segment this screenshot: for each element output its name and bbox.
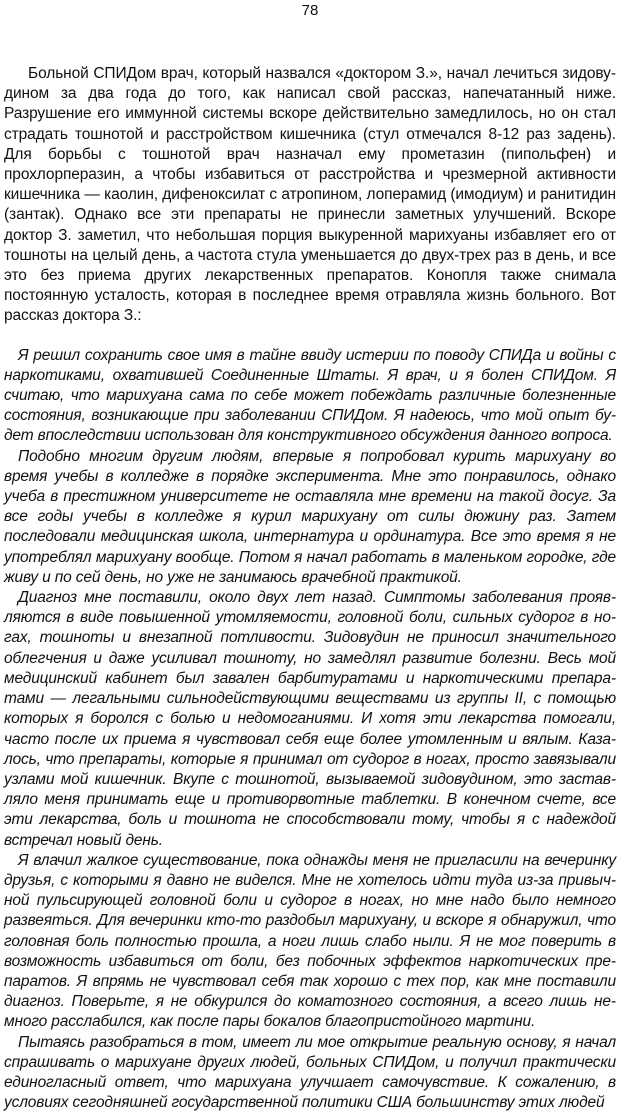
doctor-story bbox=[4, 346, 616, 1113]
page-number: 78 bbox=[301, 2, 319, 19]
intro-paragraph: Больной СПИДом врач, который назвался «доктором З.», начал лечиться зидовудином за два года до того, как написал свой рассказ, напечатанный ниже. Разрушение его иммунной системы вскоре действительно замедлилось, но он стал страдать тошнотой и расстройством кишечника (стул отмечался 8-12 раз задень). Для борьбы с тошнотой врач назначал ему прометазин (пипольфен) и прохлорперазин, а чтобы избавиться от расстройства и чрезмерной активности кишечника — каолин, дифеноксилат с атропином, лоперамид (имодиум) и ранитидин (зантак). Однако все эти препараты не принесли заметных улучшений. Вскоре доктор З. заметил, что небольшая порция выкуренной марихуаны избавляет его от тошноты на целый день, а частота стула уменьшается до двух-трех раз в день, и все это без приема других лекарственных препаратов. Конопля также снимала постоянную усталость, которая в последнее время отравляла жизнь больного. Вот рассказ доктора З.: bbox=[4, 65, 616, 325]
story-paragraph-1: Я решил сохранить свое имя в тайне ввиду истерии по поводу СПИДа и войны с наркотиками, охватившей Соединенные Штаты. Я врач, и я болен СПИДом. Я считаю, что марихуана сама по себе может побеждать различные болезненные состояния, возникающие при заболевании СПИДом. Я надеюсь, что мой опыт будет впоследствии использован для конструктивного обсуждения данного вопроса. bbox=[4, 346, 616, 445]
story-paragraph-4: Я влачил жалкое существование, пока однажды меня не пригласили на вечеринку друзья, с которыми я давно не виделся. Мне не хотелось идти туда из-за привычной пульсирующей головной боли и судорог в ногах, но мне надо было немного развеяться. Для вечеринки кто-то раздобыл марихуану, и вскоре я обнаружил, что головная боль полностью прошла, а ноги лишь слабо ныли. Я не мог поверить в возможность избавиться от боли, без побочных эффектов наркотических препаратов. Я впрямь не чувствовал себя так хорошо с тех пор, как мне поставили диагноз. Поверьте, я не обкурился до коматозного состояния, а всего лишь немного расслабился, как после пары бокалов благопристойного мартини. bbox=[4, 851, 616, 1031]
story-paragraph-3: Диагноз мне поставили, около двух лет назад. Симптомы заболевания проявляются в виде повышенной утомляемости, головной боли, сильных судорог в ногах, тошноты и внезапной потливости. Зидовудин не приносил значительного облегчения и даже усиливал тошноту, но замедлял развитие болезни. Весь мой медицинский кабинет был завален барбитуратами и наркотическими препаратами — легальными сильнодействующими веществами из группы II, с помощью которых я боролся с болью и недомоганиями. И хотя эти лекарства помогали, часто после их приема я чувствовал себя еще более утомленным и вялым. Казалось, что препараты, которые я принимал от судорог в ногах, просто завязывали узлами мой кишечник. Вкупе с тошнотой, вызываемой зидовудином, это заставляло меня принимать еще и противорвотные таблетки. В конечном счете, все эти лекарства, боль и тошнота не способствовали тому, чтобы я с надеждой встречал новый день. bbox=[4, 589, 616, 849]
story-paragraph-5: Пытаясь разобраться в том, имеет ли мое открытие реальную основу, я начал спрашивать о марихуане других людей, больных СПИДом, и получил практически единогласный ответ, что марихуана улучшает самочувствие. К сожалению, в условиях сегодняшней государственной политики США большинству этих людей bbox=[4, 1033, 616, 1112]
page-body bbox=[4, 64, 616, 1113]
story-paragraph-2: Подобно многим другим людям, впервые я попробовал курить марихуану во время учебы в колледже в порядке эксперимента. Мне это понравилось, однако учеба в престижном университете не оставляла мне времени на такой досуг. За все годы учебы в колледже я курил марихуану от силы дюжину раз. Затем последовали медицинская школа, интернатура и ординатура. Все это время я не употреблял марихуану вообще. Потом я начал работать в маленьком городке, где живу и по сей день, но уже не занимаюсь врачебной практикой. bbox=[4, 447, 616, 586]
